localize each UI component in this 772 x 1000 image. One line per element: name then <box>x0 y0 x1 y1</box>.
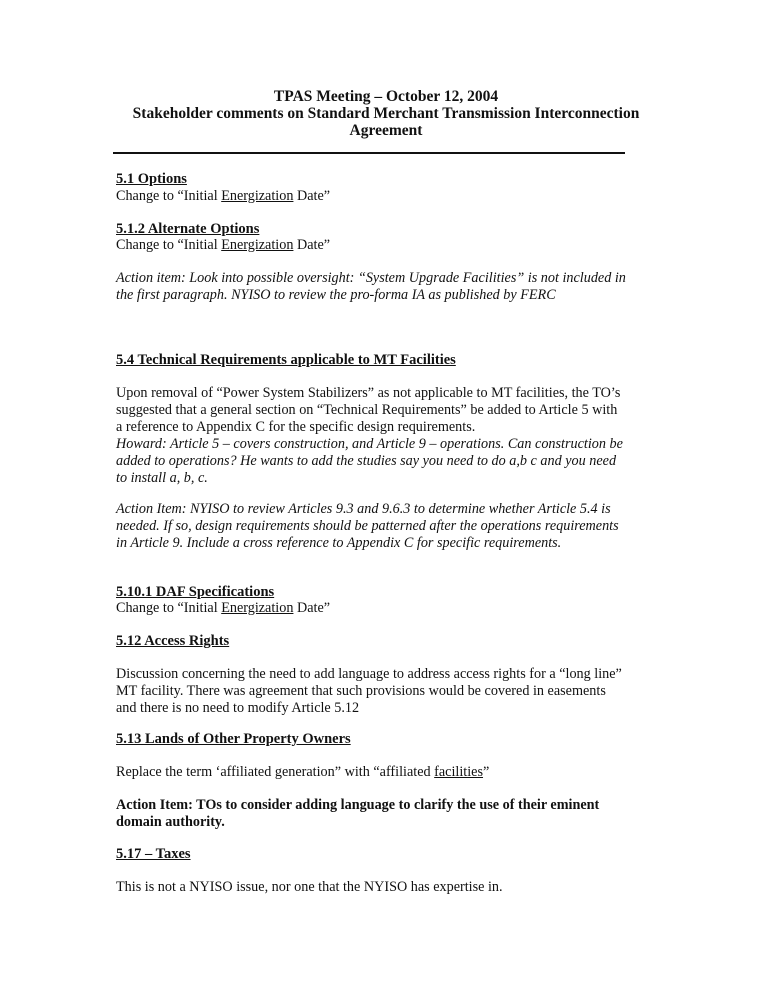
section-5-12-body: Discussion concerning the need to add language to address access rights for a “long line” MT facility. There was agreement that such provisions would be covered in easements and there is no need to modify Article 5.12 <box>116 666 622 716</box>
body-text-suffix: ” <box>483 764 490 780</box>
section-5-4-howard-note: Howard: Article 5 – covers construction, and Article 9 – operations. Can construction be added to operations? He wants to add the studies say you need to do a,b c and you need to install a, b, c. <box>116 436 623 486</box>
section-5-13-action-item: Action Item: TOs to consider adding language to clarify the use of their eminent domain authority. <box>116 797 600 830</box>
change-text-suffix: Date” <box>293 237 331 253</box>
section-5-1-change <box>116 188 626 205</box>
change-text-prefix: Change to “Initial <box>116 237 222 253</box>
section-5-13-heading: 5.13 Lands of Other Property Owners <box>116 731 351 747</box>
section-5-1-2-heading: 5.1.2 Alternate Options <box>116 221 260 237</box>
body-text-underlined: facilities <box>434 764 484 780</box>
change-text-underlined: Energization <box>221 237 294 253</box>
section-5-4-action-item: Action Item: NYISO to review Articles 9.3 and 9.6.3 to determine whether Article 5.4 is needed. If so, design requirements should be patterned after the operations requirements in Article 9. Include a cross reference to Appendix C for specific requirements. <box>116 501 619 551</box>
change-text-underlined: Energization <box>221 600 294 616</box>
document-title-line-3: Agreement <box>349 122 423 139</box>
section-5-1-heading: 5.1 Options <box>116 171 187 187</box>
section-5-4-body: Upon removal of “Power System Stabilizers” as not applicable to MT facilities, the TO’s suggested that a general section on “Technical Requirements” be added to Article 5 with a reference to Appendix C for the specific design requirements. <box>116 385 621 435</box>
section-5-10-1-change <box>116 600 626 617</box>
section-5-10-1-heading: 5.10.1 DAF Specifications <box>116 584 275 600</box>
section-5-1-2-change <box>116 237 626 254</box>
change-text-suffix: Date” <box>293 600 331 616</box>
section-5-17-heading: 5.17 – Taxes <box>116 846 191 862</box>
document-title-line-2: Stakeholder comments on Standard Merchant Transmission Interconnection <box>132 105 640 122</box>
body-text-prefix: Replace the term ‘affiliated generation” with “affiliated <box>116 764 435 780</box>
header-divider <box>113 152 625 154</box>
change-text-prefix: Change to “Initial <box>116 188 222 204</box>
section-5-4-heading: 5.4 Technical Requirements applicable to MT Facilities <box>116 352 456 368</box>
section-5-1-2-action-item: Action item: Look into possible oversight: “System Upgrade Facilities” is not included in the first paragraph. NYISO to review the pro-forma IA as published by FERC <box>116 270 626 303</box>
section-5-17-body: This is not a NYISO issue, nor one that the NYISO has expertise in. <box>116 879 503 895</box>
change-text-prefix: Change to “Initial <box>116 600 222 616</box>
section-5-13-body <box>116 764 626 781</box>
change-text-suffix: Date” <box>293 188 331 204</box>
document-title-line-1: TPAS Meeting – October 12, 2004 <box>273 88 499 105</box>
change-text-underlined: Energization <box>221 188 294 204</box>
section-5-12-heading: 5.12 Access Rights <box>116 633 230 649</box>
